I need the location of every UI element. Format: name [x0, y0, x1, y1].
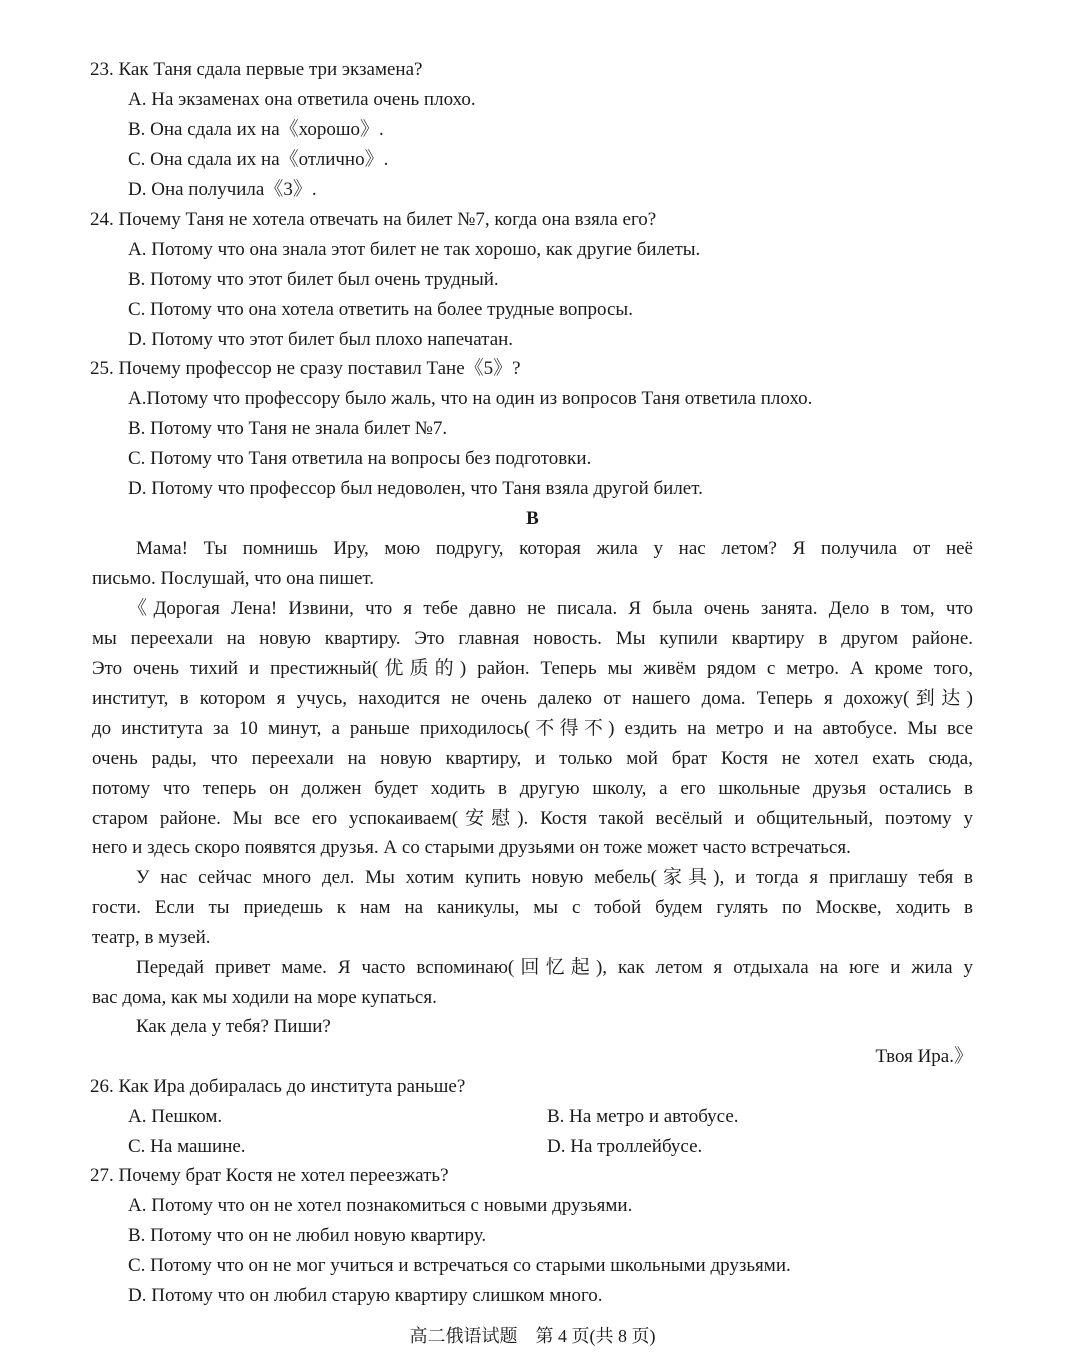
- q25-option-c: C. Потому что Таня ответила на вопросы без подготовки.: [128, 448, 592, 469]
- letter-line: мы переехали на новую квартиру. Это главная новость. Мы купили квартиру в другом районе.: [92, 628, 973, 649]
- letter-line: потому что теперь он должен будет ходить в другую школу, а его школьные друзья остались в: [92, 778, 973, 799]
- letter-line: театр, в музей.: [92, 927, 211, 948]
- q25-option-d: D. Потому что профессор был недоволен, что Таня взяла другой билет.: [128, 478, 703, 499]
- letter-signature: Твоя Ира.》: [875, 1046, 973, 1067]
- q27-option-b: B. Потому что он не любил новую квартиру.: [128, 1225, 487, 1246]
- q24-option-d: D. Потому что этот билет был плохо напечатан.: [128, 329, 514, 350]
- q23-option-d: D. Она получила《3》.: [128, 179, 317, 200]
- letter-line: до института за 10 минут, а раньше приходилось(不得不) ездить на метро и на автобусе. Мы все: [92, 718, 973, 739]
- q27-option-a: A. Потому что он не хотел познакомиться с новыми друзьями.: [128, 1195, 633, 1216]
- q25-option-a: A.Потому что профессору было жаль, что на один из вопросов Таня ответила плохо.: [128, 388, 813, 409]
- q24-option-c: C. Потому что она хотела ответить на более трудные вопросы.: [128, 299, 633, 320]
- q23-option-a: A. На экзаменах она ответила очень плохо.: [128, 89, 476, 110]
- q26-option-c: C. На машине.: [128, 1136, 246, 1157]
- letter-line: него и здесь скоро появятся друзья. А со старыми друзьями он тоже может часто встречаться.: [92, 837, 851, 858]
- letter-line: Это очень тихий и престижный(优质的) район. Теперь мы живём рядом с метро. А кроме того,: [92, 658, 973, 679]
- q27-option-c: C. Потому что он не мог учиться и встречаться со старыми школьными друзьями.: [128, 1255, 791, 1276]
- q26-option-a: A. Пешком.: [128, 1106, 223, 1127]
- question-26: 26. Как Ира добиралась до института раньше?: [90, 1076, 466, 1097]
- page-footer: 高二俄语试题 第 4 页(共 8 页): [409, 1326, 656, 1346]
- letter-line: Передай привет маме. Я часто вспоминаю(回忆起), как летом я отдыхала на юге и жила у: [136, 957, 973, 978]
- letter-line: У нас сейчас много дел. Мы хотим купить новую мебель(家具), и тогда я приглашу тебя в: [136, 867, 973, 888]
- letter-line: Как дела у тебя? Пиши?: [136, 1016, 331, 1037]
- q25-option-b: B. Потому что Таня не знала билет №7.: [128, 418, 448, 439]
- letter-line: гости. Если ты приедешь к нам на каникулы, мы с тобой будем гулять по Москве, ходить в: [92, 897, 973, 918]
- intro-line: Мама! Ты помнишь Иру, мою подругу, которая жила у нас летом? Я получила от неё: [136, 538, 973, 559]
- section-b-heading: B: [526, 508, 539, 529]
- letter-line: 《Дорогая Лена! Извини, что я тебе давно не писала. Я была очень занята. Дело в том, что: [128, 598, 973, 619]
- q26-option-d: D. На троллейбусе.: [547, 1136, 703, 1157]
- question-24: 24. Почему Таня не хотела отвечать на билет №7, когда она взяла его?: [90, 209, 657, 230]
- intro-line: письмо. Послушай, что она пишет.: [92, 568, 375, 589]
- letter-line: институт, в котором я учусь, находится не очень далеко от нашего дома. Теперь я дохожу(到达): [92, 688, 973, 709]
- letter-line: старом районе. Мы все его успокаиваем(安慰). Костя такой весёлый и общительный, поэтому у: [92, 808, 973, 829]
- question-23: 23. Как Таня сдала первые три экзамена?: [90, 59, 423, 80]
- letter-line: вас дома, как мы ходили на море купаться.: [92, 987, 437, 1008]
- q24-option-a: A. Потому что она знала этот билет не так хорошо, как другие билеты.: [128, 239, 701, 260]
- q27-option-d: D. Потому что он любил старую квартиру слишком много.: [128, 1285, 603, 1306]
- question-25: 25. Почему профессор не сразу поставил Тане《5》?: [90, 358, 521, 379]
- q23-option-b: B. Она сдала их на《хорошо》.: [128, 119, 384, 140]
- q26-option-b: B. На метро и автобусе.: [547, 1106, 739, 1127]
- q24-option-b: B. Потому что этот билет был очень трудный.: [128, 269, 499, 290]
- q23-option-c: C. Она сдала их на《отлично》.: [128, 149, 389, 170]
- letter-line: очень рады, что переехали на новую квартиру, и только мой брат Костя не хотел ехать сюда,: [92, 748, 973, 769]
- question-27: 27. Почему брат Костя не хотел переезжать?: [90, 1165, 449, 1186]
